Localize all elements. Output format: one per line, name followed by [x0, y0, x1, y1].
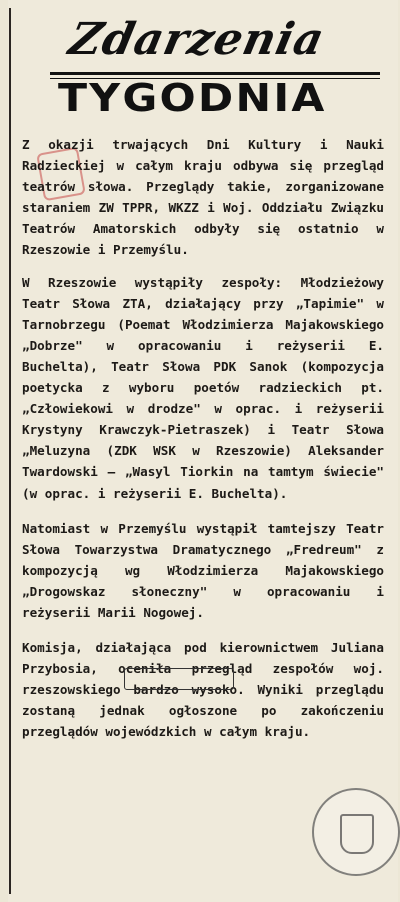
masthead-title-top: Zdarzenia [64, 14, 330, 65]
masthead [50, 14, 390, 124]
paragraph-4: Komisja, działająca pod kierownictwem Juliana Przybosia, oceniła przegląd zespołów woj. rzeszowskiego bardzo wysoko. Wyniki przeglądu zostaną jednak ogłoszone po zakończeniu przeglądów wojewódzkich w całym kraju. [22, 640, 384, 740]
column-rule [9, 8, 11, 894]
paragraph-1: Z okazji trwających Dni Kultury i Nauki Radzieckiej w całym kraju odbywa się przegląd teatrów słowa. Przeglądy takie, zorganizowane staraniem ZW TPPR, WKZZ i Woj. Oddziału Związku Teatrów Amatorskich odbyły się ostatnio w Rzeszowie i Przemyślu. [22, 137, 384, 258]
article-body [22, 134, 384, 757]
pencil-bracket-mark [124, 668, 234, 690]
paragraph-3: Natomiast w Przemyślu wystąpił tamtejszy Teatr Słowa Towarzystwa Dramatycznego „Fredreum" z kompozycją wg Włodzimierza Majakowskiego „Drogowskaz słoneczny" w opracowaniu i reżyserii Marii Nogowej. [22, 520, 384, 620]
paragraph-2: W Rzeszowie wystąpiły zespoły: Młodzieżowy Teatr Słowa ZTA, działający przy „Tapimie" w Tarnobrzegu (Poemat Włodzimierza Majakowskiego „Dobrze" w opracowaniu i reżyserii E. Buchelta), Teatr Słowa PDK Sanok (kompozycja poetycka z wyboru poetów radzieckich pt. „Człowiekowi w drodze" w oprac. i reżyserii Krystyny Krawczyk-Pietraszek) i Teatr Słowa „Meluzyna (ZDK WSK w Rzeszowie) Aleksander Twardowski — „Wasyl Tiorkin na tamtym świecie" (w oprac. i reżyserii E. Buchelta). [22, 274, 384, 501]
masthead-rule [50, 72, 380, 75]
masthead-title-bottom: TYGODNIA [58, 76, 327, 120]
archive-stamp [312, 788, 400, 876]
